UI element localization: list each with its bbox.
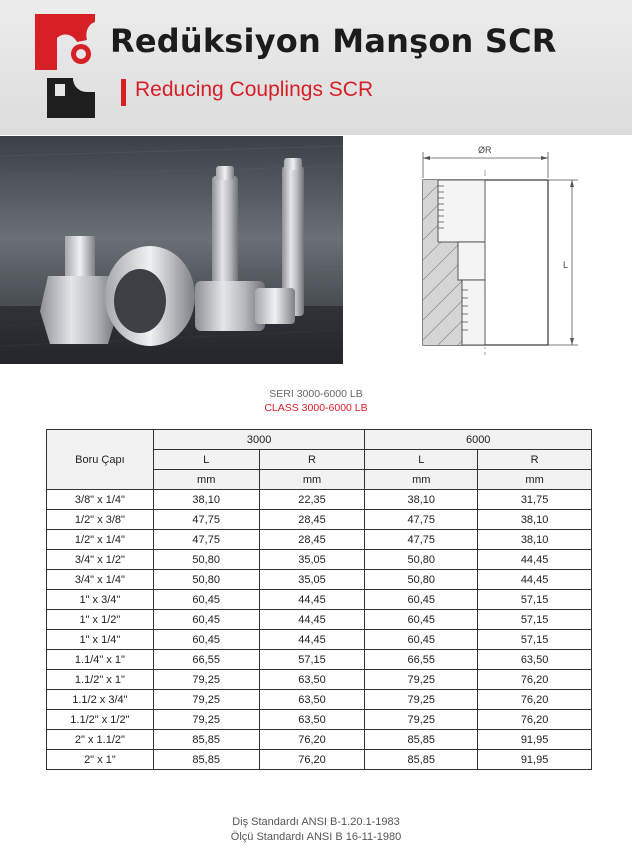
unit-cell: mm (478, 470, 592, 490)
pipe-size-cell: 3/4" x 1/4" (47, 570, 154, 590)
dimension-cell: 57,15 (478, 610, 592, 630)
dimension-cell: 44,45 (478, 570, 592, 590)
table-row (47, 710, 592, 730)
class-label: CLASS 3000-6000 LB (264, 402, 368, 414)
unit-cell: mm (153, 470, 259, 490)
pipe-size-cell: 1.1/2 x 3/4" (47, 690, 154, 710)
dimension-cell: 57,15 (478, 630, 592, 650)
dimension-cell: 44,45 (478, 550, 592, 570)
pipe-size-cell: 1/2" x 1/4" (47, 530, 154, 550)
dimension-cell: 28,45 (259, 510, 365, 530)
dimension-cell: 60,45 (365, 590, 478, 610)
column-header: L (153, 450, 259, 470)
dimension-cell: 85,85 (153, 730, 259, 750)
dimension-cell: 47,75 (365, 510, 478, 530)
dimension-cell: 35,05 (259, 550, 365, 570)
dimension-cell: 38,10 (478, 530, 592, 550)
table-row (47, 750, 592, 770)
dimension-cell: 38,10 (153, 490, 259, 510)
coupling-section-drawing (400, 140, 600, 360)
dimension-cell: 85,85 (365, 750, 478, 770)
dimension-cell: 63,50 (259, 710, 365, 730)
dimension-cell: 31,75 (478, 490, 592, 510)
class-6000-header: 6000 (365, 430, 592, 450)
dimension-cell: 60,45 (365, 630, 478, 650)
class-3000-header: 3000 (153, 430, 365, 450)
column-header: R (478, 450, 592, 470)
table-row (47, 570, 592, 590)
table-row (47, 650, 592, 670)
dimensions-table (46, 429, 592, 770)
pipe-size-cell: 1/2" x 3/8" (47, 510, 154, 530)
table-header-row (47, 430, 592, 450)
table-row (47, 610, 592, 630)
page-header (0, 0, 632, 135)
pipe-fittings-photo (0, 136, 343, 364)
dimension-cell: 66,55 (365, 650, 478, 670)
dimension-standard-note: Ölçü Standardı ANSI B 16-11-1980 (230, 831, 402, 843)
dimension-cell: 47,75 (153, 510, 259, 530)
pipe-size-cell: 1.1/2" x 1/2" (47, 710, 154, 730)
pipe-size-cell: 2" x 1" (47, 750, 154, 770)
dimension-cell: 50,80 (365, 550, 478, 570)
pipe-size-cell: 3/8" x 1/4" (47, 490, 154, 510)
thread-standard-note: Diş Standardı ANSI B-1.20.1-1983 (232, 816, 400, 828)
dimension-cell: 76,20 (259, 750, 365, 770)
column-header: L (365, 450, 478, 470)
dimension-cell: 60,45 (153, 630, 259, 650)
pipe-size-cell: 1" x 3/4" (47, 590, 154, 610)
unit-cell: mm (365, 470, 478, 490)
table-row (47, 690, 592, 710)
series-label: SERI 3000-6000 LB (269, 388, 363, 400)
pipe-size-cell: 1" x 1/4" (47, 630, 154, 650)
pipe-size-cell: 2" x 1.1/2" (47, 730, 154, 750)
pipe-size-cell: 1.1/4" x 1" (47, 650, 154, 670)
dimension-cell: 38,10 (478, 510, 592, 530)
pipe-size-cell: 1.1/2" x 1" (47, 670, 154, 690)
dimension-cell: 50,80 (365, 570, 478, 590)
dimension-cell: 63,50 (259, 670, 365, 690)
page-subtitle: Reducing Couplings SCR (135, 78, 374, 101)
dimension-cell: 79,25 (365, 690, 478, 710)
dimension-cell: 35,05 (259, 570, 365, 590)
dimension-cell: 76,20 (478, 690, 592, 710)
dimension-cell: 50,80 (153, 550, 259, 570)
dimension-cell: 85,85 (365, 730, 478, 750)
dimension-cell: 38,10 (365, 490, 478, 510)
dimension-cell: 28,45 (259, 530, 365, 550)
dimension-cell: 66,55 (153, 650, 259, 670)
table-row (47, 730, 592, 750)
table-row (47, 550, 592, 570)
dimension-cell: 79,25 (365, 710, 478, 730)
diameter-label: ØR (478, 145, 492, 155)
pipe-size-cell: 1" x 1/2" (47, 610, 154, 630)
dimension-cell: 44,45 (259, 610, 365, 630)
table-row (47, 590, 592, 610)
dimension-cell: 50,80 (153, 570, 259, 590)
dimension-cell: 60,45 (153, 610, 259, 630)
dimension-cell: 76,20 (259, 730, 365, 750)
dimension-cell: 91,95 (478, 730, 592, 750)
dimension-cell: 76,20 (478, 710, 592, 730)
dimension-cell: 60,45 (153, 590, 259, 610)
dimension-cell: 76,20 (478, 670, 592, 690)
size-header: Boru Çapı (47, 430, 154, 490)
dimension-cell: 63,50 (259, 690, 365, 710)
column-header: R (259, 450, 365, 470)
table-row (47, 530, 592, 550)
dimension-cell: 57,15 (259, 650, 365, 670)
gear-logo-icon (33, 12, 99, 120)
dimension-cell: 44,45 (259, 630, 365, 650)
dimension-cell: 47,75 (365, 530, 478, 550)
page-title: Redüksiyon Manşon SCR (110, 22, 557, 60)
unit-cell: mm (259, 470, 365, 490)
dimension-cell: 91,95 (478, 750, 592, 770)
dimension-cell: 79,25 (153, 670, 259, 690)
table-row (47, 630, 592, 650)
table-row (47, 510, 592, 530)
table-row (47, 670, 592, 690)
table-row (47, 490, 592, 510)
dimension-cell: 79,25 (153, 690, 259, 710)
length-label: L (563, 260, 569, 270)
dimension-cell: 79,25 (153, 710, 259, 730)
dimension-cell: 79,25 (365, 670, 478, 690)
dimension-cell: 63,50 (478, 650, 592, 670)
dimension-cell: 47,75 (153, 530, 259, 550)
dimension-cell: 57,15 (478, 590, 592, 610)
dimension-cell: 22,35 (259, 490, 365, 510)
pipe-size-cell: 3/4" x 1/2" (47, 550, 154, 570)
dimension-cell: 60,45 (365, 610, 478, 630)
subtitle-accent-bar (121, 79, 126, 106)
dimension-cell: 85,85 (153, 750, 259, 770)
dimension-cell: 44,45 (259, 590, 365, 610)
